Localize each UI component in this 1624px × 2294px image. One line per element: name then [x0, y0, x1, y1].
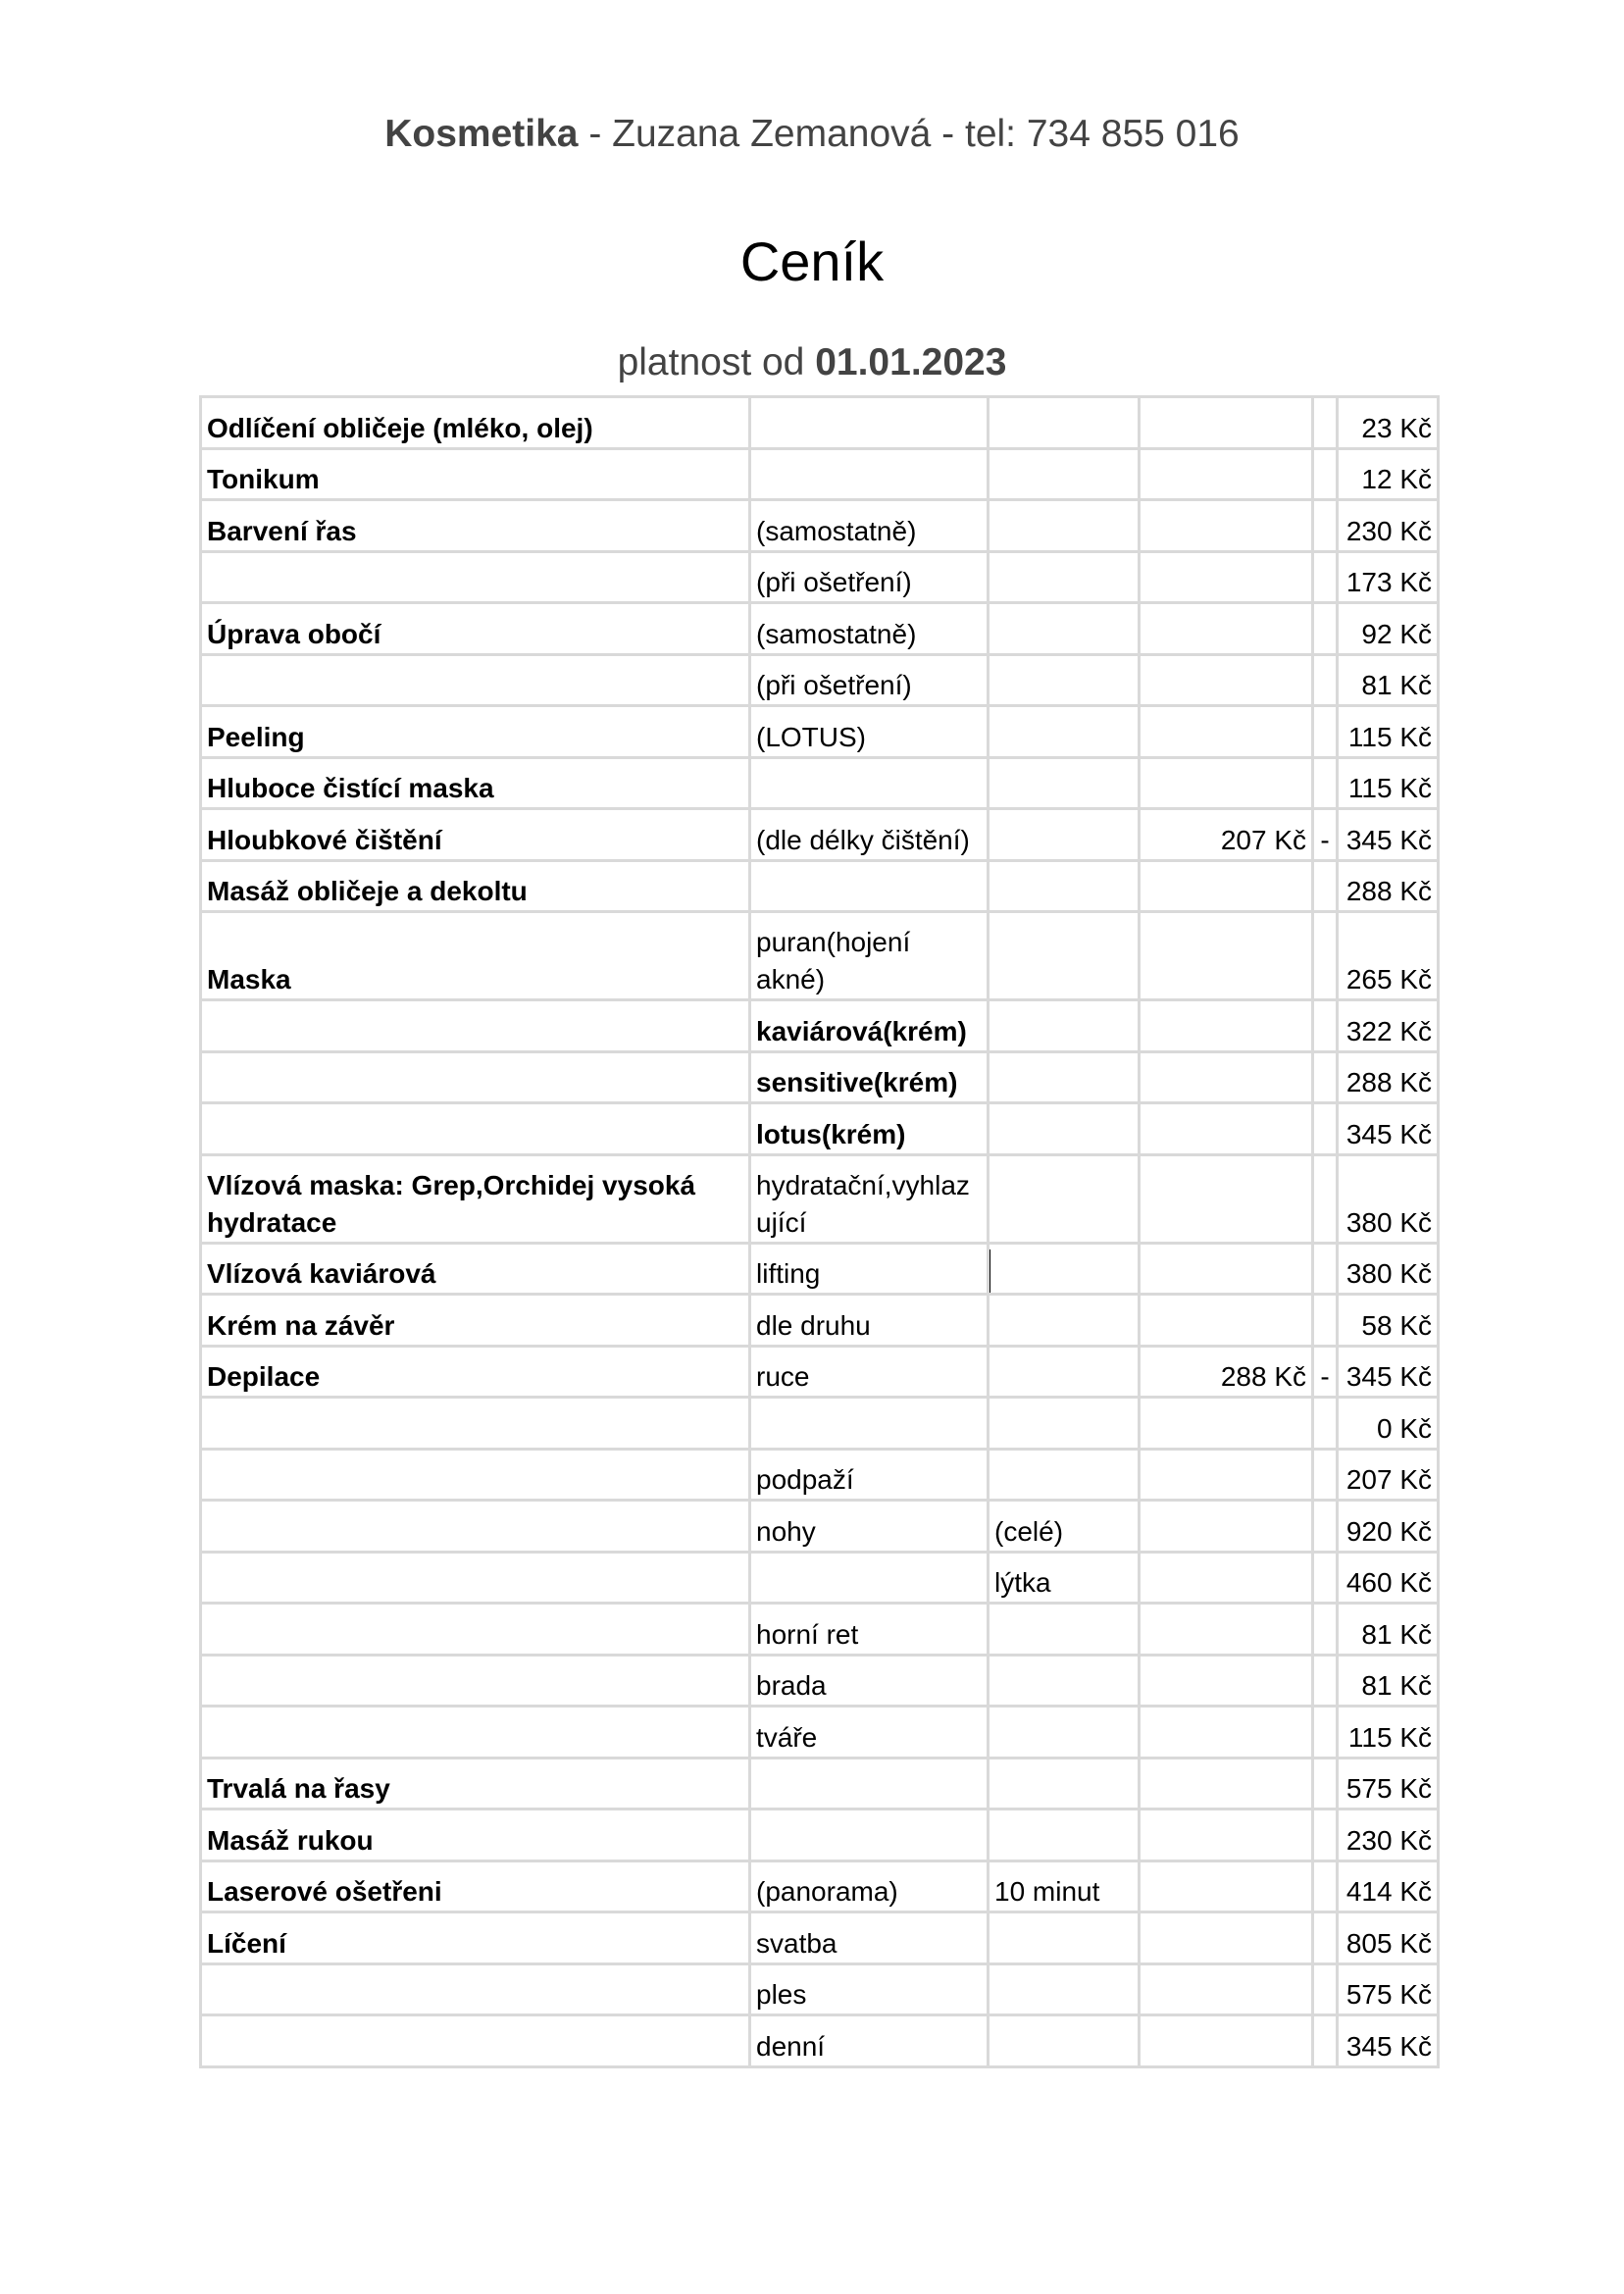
service-subdetail: lýtka [989, 1552, 1140, 1604]
table-row [201, 500, 1439, 552]
service-name: Maska [201, 912, 750, 1000]
price-from [1140, 2015, 1313, 2067]
price-from [1140, 912, 1313, 1000]
service-detail: tváře [750, 1707, 989, 1759]
price-from [1140, 1707, 1313, 1759]
page-title: Ceník [739, 230, 885, 292]
table-row [201, 1758, 1439, 1810]
table-row [201, 1051, 1439, 1103]
service-detail [750, 448, 989, 500]
service-subdetail [989, 860, 1140, 912]
service-name: Hloubkové čištění [201, 809, 750, 861]
price-range-dash [1313, 397, 1338, 449]
price-from [1140, 1501, 1313, 1553]
price-value: 230 Kč [1338, 1810, 1439, 1861]
price-from [1140, 757, 1313, 809]
service-subdetail [989, 1449, 1140, 1501]
price-from [1140, 1295, 1313, 1347]
service-subdetail [989, 603, 1140, 655]
service-name: Barvení řas [201, 500, 750, 552]
price-from [1140, 1861, 1313, 1912]
service-name: Vlízová maska: Grep,Orchidej vysoká hydratace [201, 1154, 750, 1243]
service-name: Odlíčení obličeje (mléko, olej) [201, 397, 750, 449]
service-subdetail [989, 1810, 1140, 1861]
service-detail [750, 1758, 989, 1810]
price-range-dash [1313, 912, 1338, 1000]
service-subdetail [989, 1655, 1140, 1707]
table-row [201, 757, 1439, 809]
price-from [1140, 1154, 1313, 1243]
service-name [201, 1501, 750, 1553]
table-row [201, 1861, 1439, 1912]
table-row [201, 654, 1439, 706]
price-value: 81 Kč [1338, 654, 1439, 706]
price-value: 575 Kč [1338, 1758, 1439, 1810]
price-value: 115 Kč [1338, 1707, 1439, 1759]
service-detail: lotus(krém) [750, 1103, 989, 1155]
service-detail [750, 1398, 989, 1450]
price-range-dash [1313, 1707, 1338, 1759]
price-range-dash [1313, 448, 1338, 500]
price-range-dash [1313, 551, 1338, 603]
service-detail: brada [750, 1655, 989, 1707]
price-from [1140, 1655, 1313, 1707]
table-row [201, 2015, 1439, 2067]
price-value: 207 Kč [1338, 1449, 1439, 1501]
service-name [201, 1000, 750, 1052]
service-detail [750, 757, 989, 809]
price-range-dash [1313, 1501, 1338, 1553]
table-row [201, 1707, 1439, 1759]
service-subdetail [989, 757, 1140, 809]
price-range-dash [1313, 1000, 1338, 1052]
service-subdetail [989, 397, 1140, 449]
price-value: 23 Kč [1338, 397, 1439, 449]
service-detail: (při ošetření) [750, 551, 989, 603]
service-detail: horní ret [750, 1604, 989, 1656]
price-range-dash [1313, 1552, 1338, 1604]
price-value: 380 Kč [1338, 1243, 1439, 1295]
price-value: 345 Kč [1338, 1103, 1439, 1155]
table-row [201, 1552, 1439, 1604]
text-cursor [989, 1249, 991, 1293]
table-row [201, 1154, 1439, 1243]
service-detail [750, 1810, 989, 1861]
price-range-dash [1313, 1758, 1338, 1810]
price-value: 115 Kč [1338, 757, 1439, 809]
service-detail: sensitive(krém) [750, 1051, 989, 1103]
service-subdetail [989, 2015, 1140, 2067]
service-subdetail [989, 1707, 1140, 1759]
page-header [0, 110, 1624, 159]
price-value: 173 Kč [1338, 551, 1439, 603]
price-range-dash [1313, 860, 1338, 912]
price-from [1140, 1963, 1313, 2015]
service-name: Vlízová kaviárová [201, 1243, 750, 1295]
price-range-dash [1313, 1449, 1338, 1501]
price-range-dash [1313, 1861, 1338, 1912]
price-value: 92 Kč [1338, 603, 1439, 655]
price-range-dash [1313, 1295, 1338, 1347]
service-detail: kaviárová(krém) [750, 1000, 989, 1052]
service-name: Masáž obličeje a dekoltu [201, 860, 750, 912]
service-subdetail [989, 1000, 1140, 1052]
price-range-dash [1313, 2015, 1338, 2067]
table-row [201, 1912, 1439, 1964]
service-detail: dle druhu [750, 1295, 989, 1347]
service-name [201, 1707, 750, 1759]
price-range-dash [1313, 1103, 1338, 1155]
table-row [201, 809, 1439, 861]
service-subdetail [989, 809, 1140, 861]
service-name: Úprava obočí [201, 603, 750, 655]
price-from [1140, 500, 1313, 552]
price-value: 345 Kč [1338, 1346, 1439, 1398]
price-value: 81 Kč [1338, 1655, 1439, 1707]
price-from: 207 Kč [1140, 809, 1313, 861]
service-subdetail [989, 1398, 1140, 1450]
service-detail: puran(hojení akné) [750, 912, 989, 1000]
price-range-dash [1313, 1912, 1338, 1964]
price-range-dash [1313, 757, 1338, 809]
table-row [201, 1398, 1439, 1450]
price-from [1140, 1810, 1313, 1861]
service-name [201, 1103, 750, 1155]
price-range-dash [1313, 1243, 1338, 1295]
price-range-dash [1313, 654, 1338, 706]
price-from [1140, 1449, 1313, 1501]
table-row [201, 397, 1439, 449]
price-from [1140, 1000, 1313, 1052]
service-detail: podpaží [750, 1449, 989, 1501]
table-row [201, 1604, 1439, 1656]
service-name: Krém na závěr [201, 1295, 750, 1347]
service-detail: denní [750, 2015, 989, 2067]
service-subdetail [989, 1758, 1140, 1810]
service-name: Laserové ošetřeni [201, 1861, 750, 1912]
service-name: Hluboce čistící maska [201, 757, 750, 809]
service-name [201, 1552, 750, 1604]
price-from [1140, 706, 1313, 758]
price-value: 805 Kč [1338, 1912, 1439, 1964]
service-name [201, 2015, 750, 2067]
table-row [201, 912, 1439, 1000]
price-value: 322 Kč [1338, 1000, 1439, 1052]
price-value: 0 Kč [1338, 1398, 1439, 1450]
table-row [201, 1449, 1439, 1501]
service-detail: nohy [750, 1501, 989, 1553]
price-from [1140, 448, 1313, 500]
price-range-dash: - [1313, 809, 1338, 861]
table-row [201, 706, 1439, 758]
service-detail: ruce [750, 1346, 989, 1398]
price-range-dash [1313, 1604, 1338, 1656]
service-name [201, 654, 750, 706]
service-detail: (LOTUS) [750, 706, 989, 758]
price-from [1140, 860, 1313, 912]
service-subdetail [989, 1912, 1140, 1964]
price-value: 81 Kč [1338, 1604, 1439, 1656]
price-from [1140, 1604, 1313, 1656]
price-value: 58 Kč [1338, 1295, 1439, 1347]
service-subdetail [989, 551, 1140, 603]
service-subdetail [989, 1243, 1140, 1295]
table-row [201, 1346, 1439, 1398]
service-subdetail [989, 1154, 1140, 1243]
price-value: 380 Kč [1338, 1154, 1439, 1243]
price-value: 345 Kč [1338, 2015, 1439, 2067]
table-row [201, 1000, 1439, 1052]
price-value: 920 Kč [1338, 1501, 1439, 1553]
price-range-dash [1313, 603, 1338, 655]
service-subdetail [989, 1103, 1140, 1155]
service-name [201, 1963, 750, 2015]
price-from [1140, 1398, 1313, 1450]
service-detail [750, 397, 989, 449]
service-name [201, 1449, 750, 1501]
service-detail: (dle délky čištění) [750, 809, 989, 861]
service-name: Peeling [201, 706, 750, 758]
service-name [201, 1655, 750, 1707]
service-name: Tonikum [201, 448, 750, 500]
price-from [1140, 1758, 1313, 1810]
price-range-dash [1313, 1810, 1338, 1861]
service-detail: lifting [750, 1243, 989, 1295]
service-detail: (při ošetření) [750, 654, 989, 706]
table-row [201, 1810, 1439, 1861]
price-from [1140, 397, 1313, 449]
service-subdetail [989, 1963, 1140, 2015]
price-from [1140, 1243, 1313, 1295]
price-value: 345 Kč [1338, 809, 1439, 861]
service-name: Trvalá na řasy [201, 1758, 750, 1810]
service-subdetail [989, 500, 1140, 552]
price-from [1140, 551, 1313, 603]
service-name [201, 1398, 750, 1450]
table-row [201, 448, 1439, 500]
table-row [201, 1295, 1439, 1347]
service-subdetail: 10 minut [989, 1861, 1140, 1912]
price-value: 575 Kč [1338, 1963, 1439, 2015]
price-range-dash [1313, 1655, 1338, 1707]
service-subdetail [989, 706, 1140, 758]
service-subdetail [989, 1604, 1140, 1656]
validity-prefix: platnost od [617, 341, 816, 383]
service-detail: ples [750, 1963, 989, 2015]
service-subdetail [989, 654, 1140, 706]
service-name: Líčení [201, 1912, 750, 1964]
price-from [1140, 1912, 1313, 1964]
validity-date: 01.01.2023 [815, 341, 1007, 383]
service-detail: (panorama) [750, 1861, 989, 1912]
service-subdetail [989, 448, 1140, 500]
price-value: 115 Kč [1338, 706, 1439, 758]
service-detail: (samostatně) [750, 603, 989, 655]
service-name: Depilace [201, 1346, 750, 1398]
price-range-dash: - [1313, 1346, 1338, 1398]
price-from [1140, 603, 1313, 655]
service-name: Masáž rukou [201, 1810, 750, 1861]
service-detail: (samostatně) [750, 500, 989, 552]
price-range-dash [1313, 1398, 1338, 1450]
service-name [201, 551, 750, 603]
price-value: 288 Kč [1338, 1051, 1439, 1103]
service-subdetail [989, 912, 1140, 1000]
table-row [201, 1103, 1439, 1155]
price-range-dash [1313, 1154, 1338, 1243]
price-from [1140, 1552, 1313, 1604]
brand-name: Kosmetika [384, 113, 579, 155]
service-subdetail: (celé) [989, 1501, 1140, 1553]
price-range-dash [1313, 500, 1338, 552]
price-table [199, 395, 1440, 2068]
service-name [201, 1604, 750, 1656]
price-range-dash [1313, 706, 1338, 758]
table-row [201, 1963, 1439, 2015]
table-row [201, 1655, 1439, 1707]
service-name [201, 1051, 750, 1103]
price-value: 265 Kč [1338, 912, 1439, 1000]
header-contact: - Zuzana Zemanová - tel: 734 855 016 [578, 113, 1240, 155]
service-subdetail [989, 1051, 1140, 1103]
price-from [1140, 1051, 1313, 1103]
table-row [201, 603, 1439, 655]
service-subdetail [989, 1346, 1140, 1398]
table-row [201, 1501, 1439, 1553]
table-row [201, 551, 1439, 603]
price-from [1140, 1103, 1313, 1155]
service-detail [750, 1552, 989, 1604]
price-value: 460 Kč [1338, 1552, 1439, 1604]
price-range-dash [1313, 1051, 1338, 1103]
price-value: 12 Kč [1338, 448, 1439, 500]
price-from: 288 Kč [1140, 1346, 1313, 1398]
service-detail [750, 860, 989, 912]
validity-line [0, 340, 1624, 385]
price-value: 230 Kč [1338, 500, 1439, 552]
service-detail: svatba [750, 1912, 989, 1964]
price-value: 414 Kč [1338, 1861, 1439, 1912]
price-table-body [201, 397, 1439, 2067]
price-value: 288 Kč [1338, 860, 1439, 912]
price-range-dash [1313, 1963, 1338, 2015]
price-from [1140, 654, 1313, 706]
service-detail: hydratační,vyhlaz ující [750, 1154, 989, 1243]
table-row [201, 860, 1439, 912]
table-row [201, 1243, 1439, 1295]
service-subdetail [989, 1295, 1140, 1347]
